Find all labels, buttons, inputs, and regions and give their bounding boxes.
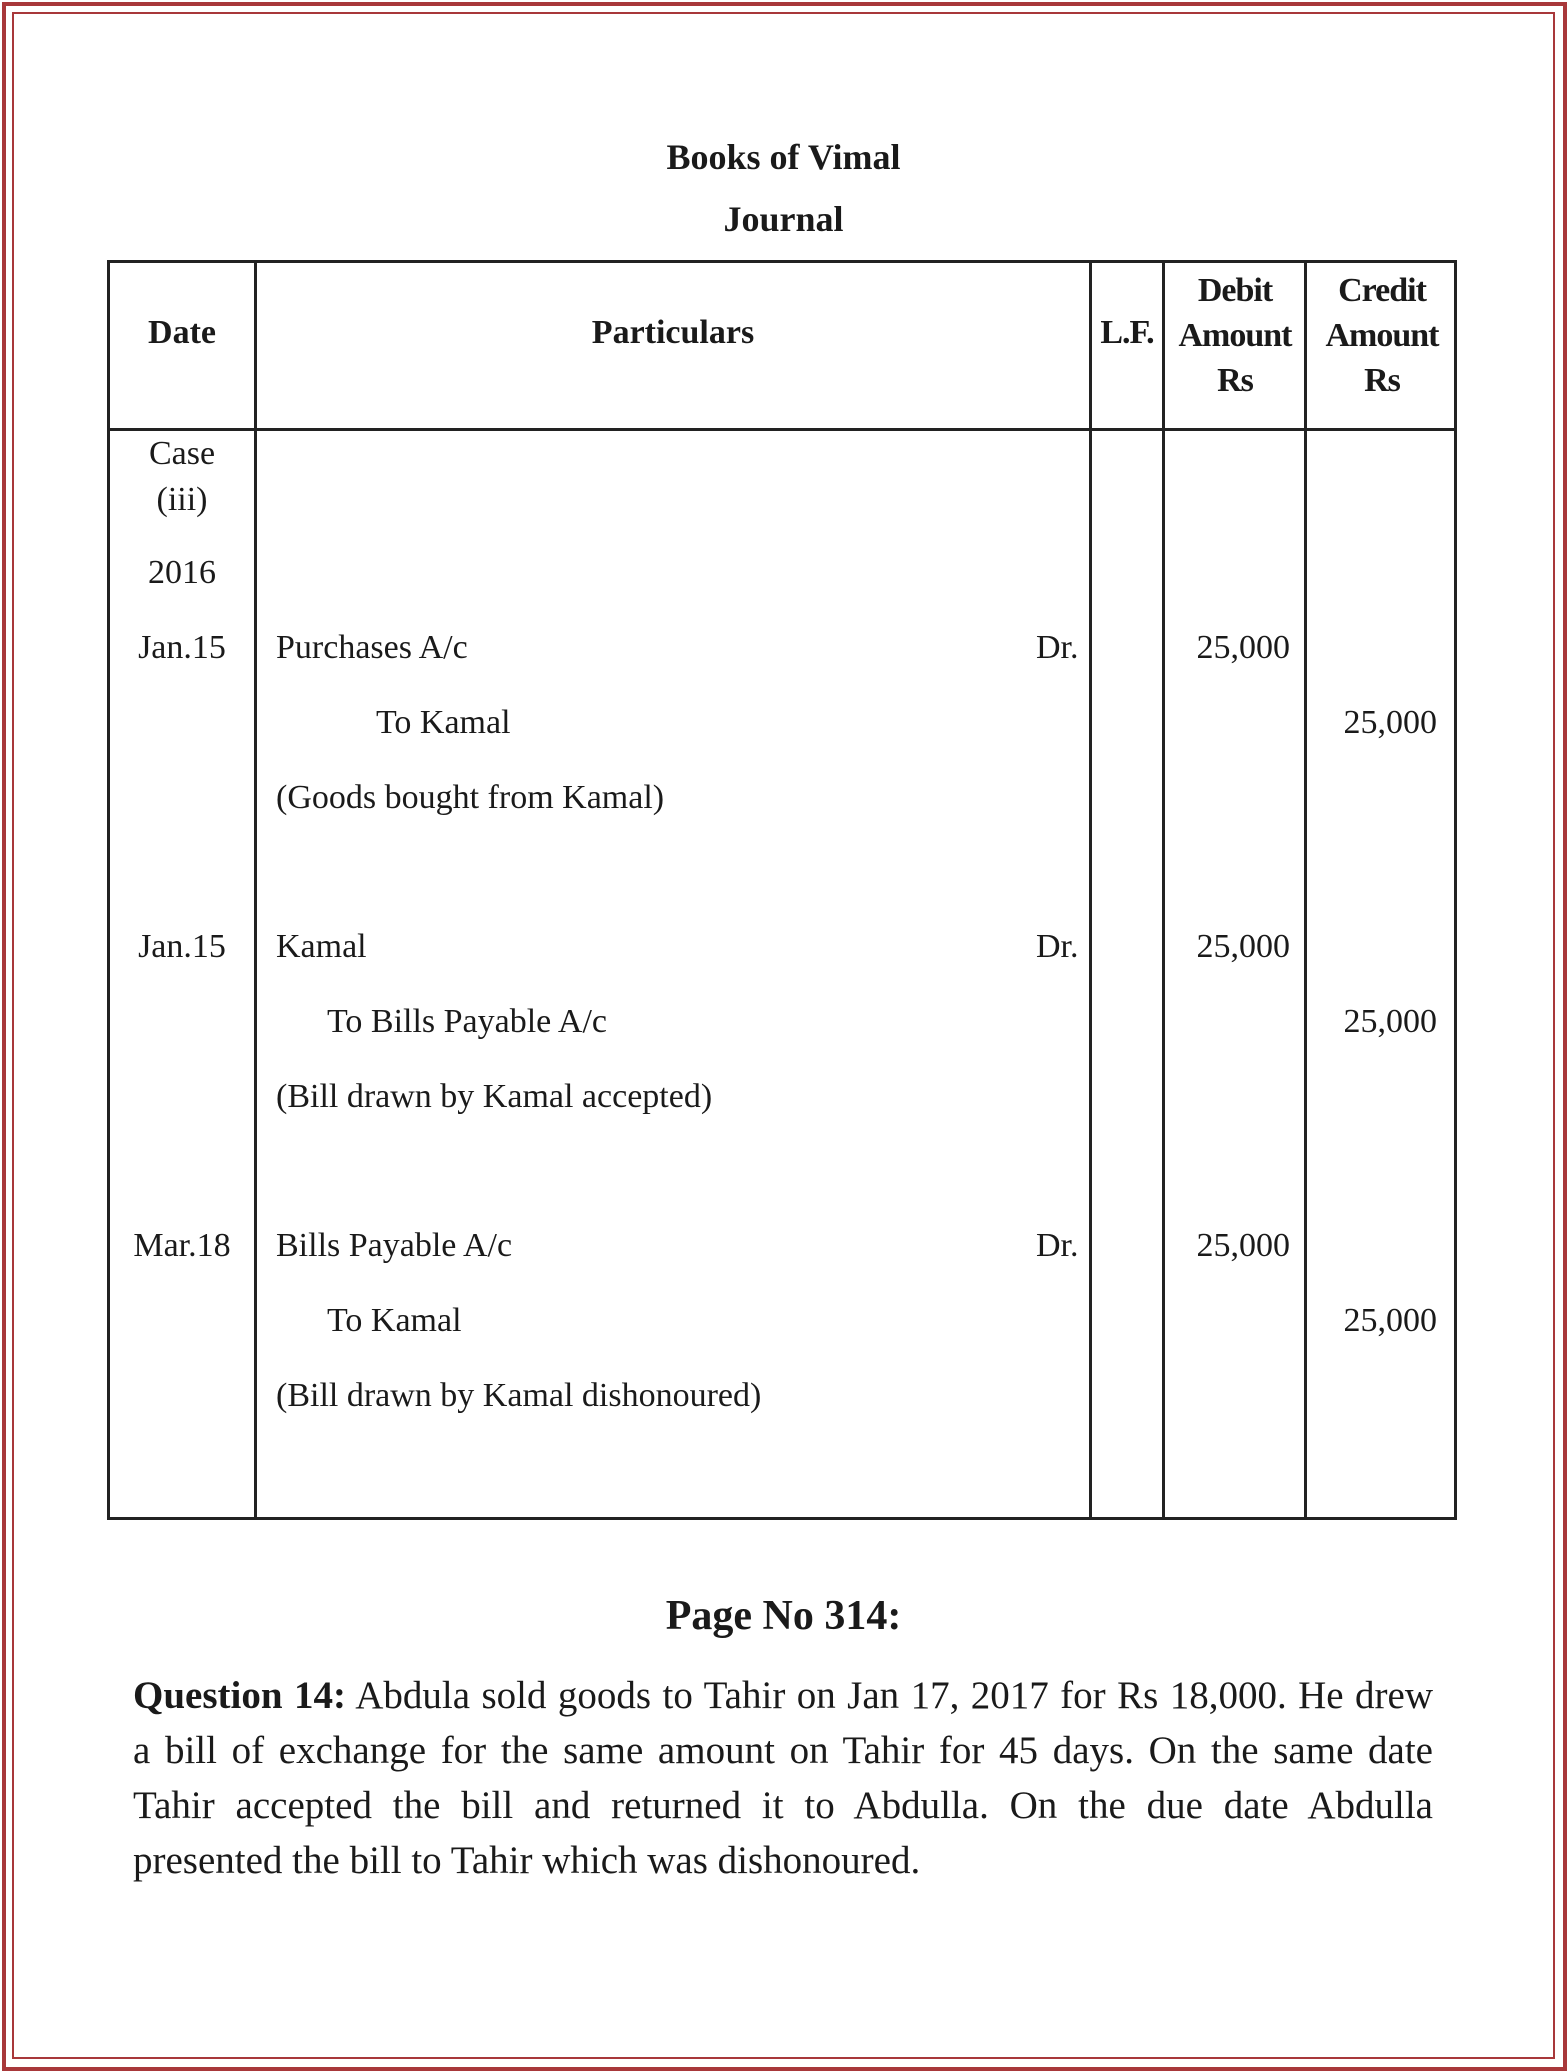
credit-amount: 25,000: [1343, 1302, 1437, 1339]
entry-date: Mar.18: [133, 1227, 231, 1264]
page-number-heading: Page No 314:: [665, 1593, 902, 1639]
narration: (Bill drawn by Kamal accepted): [276, 1078, 713, 1115]
entry-date: Jan.15: [138, 928, 226, 965]
col-header-lf: L.F.: [1100, 314, 1154, 351]
credit-amount: 25,000: [1343, 704, 1437, 741]
dr-label: Dr.: [1036, 629, 1079, 666]
question-text: [133, 1668, 1433, 1888]
dr-label: Dr.: [1036, 1227, 1079, 1264]
question-body: Abdula sold goods to Tahir on Jan 17, 2017 for Rs 18,000. He drew a bill of exchange for the same amount on Tahir for 45 days. On the same date Tahir accepted the bill and returned it to Abdulla. On the due date Abdulla presented the bill to Tahir which was dishonoured.: [133, 1674, 1433, 1882]
case-label: Case (iii): [148, 435, 216, 518]
book-title: Books of Vimal: [666, 137, 901, 177]
divider-particulars: [1089, 263, 1092, 1517]
dr-label: Dr.: [1036, 928, 1079, 965]
question-label: Question 14:: [133, 1674, 346, 1717]
debit-amount: 25,000: [1196, 629, 1290, 666]
credit-amount: 25,000: [1343, 1003, 1437, 1040]
debit-amount: 25,000: [1196, 1227, 1290, 1264]
year-label: 2016: [148, 554, 216, 591]
header-divider: [110, 428, 1454, 431]
credit-account: To Bills Payable A/c: [327, 1003, 607, 1040]
col-header-particulars: Particulars: [591, 314, 755, 351]
debit-amount: 25,000: [1196, 928, 1290, 965]
debit-account: Bills Payable A/c: [276, 1227, 513, 1264]
narration: (Bill drawn by Kamal dishonoured): [276, 1377, 762, 1414]
col-header-debit: Debit Amount Rs: [1178, 272, 1292, 399]
divider-lf: [1162, 263, 1165, 1517]
credit-account: To Kamal: [376, 704, 511, 741]
journal-title: Journal: [723, 199, 844, 239]
narration: (Goods bought from Kamal): [276, 779, 665, 816]
credit-account: To Kamal: [327, 1302, 462, 1339]
col-header-credit: Credit Amount Rs: [1325, 272, 1439, 399]
debit-account: Kamal: [276, 928, 367, 965]
col-header-date: Date: [148, 314, 216, 351]
debit-account: Purchases A/c: [276, 629, 468, 666]
entry-date: Jan.15: [138, 629, 226, 666]
journal-table: [107, 260, 1457, 1520]
divider-date: [254, 263, 257, 1517]
